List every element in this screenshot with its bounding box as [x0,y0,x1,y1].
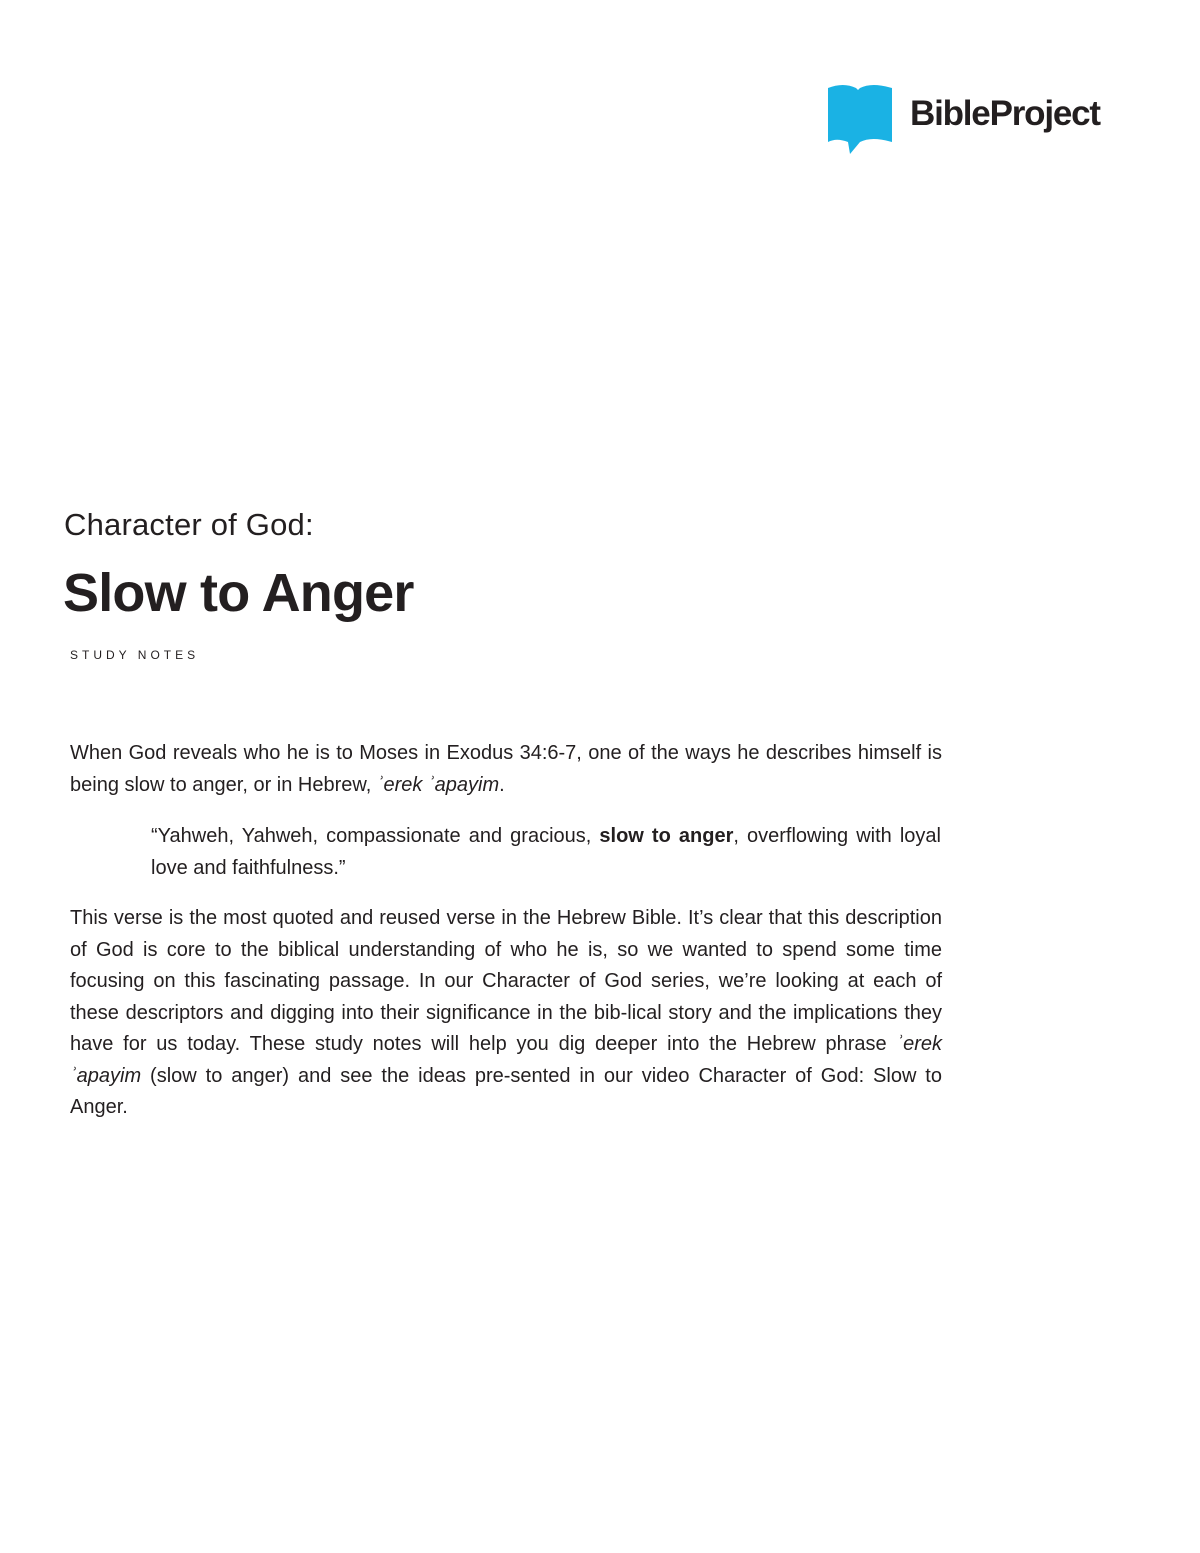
body-text-a: This verse is the most quoted and reused verse in the Hebrew Bible. It’s clear that this description of God is core to the biblical understanding of who he is, so we wanted to spend some time focusing on this fascinating passage. In our Character of God series, we’re looking at each of these descriptors and digging into their significance in the bib-lical story and the implications they have for us today. These study notes will help you dig deeper into the Hebrew phrase [70,907,942,1055]
intro-text-b: . [499,773,505,796]
body-text-b: (slow to anger) and see the ideas pre-sented in our video Character of God: Slow to Anger. [70,1064,942,1118]
intro-paragraph [70,738,942,801]
section-kicker: STUDY NOTES [70,648,200,662]
quote-text-a: “Yahweh, Yahweh, compassionate and gracious, [151,825,600,847]
quote-emphasis: slow to anger [599,825,734,847]
hebrew-term: ʾerek ʾapayim [70,1033,942,1087]
brand-name: BibleProject [910,94,1100,133]
hebrew-term: ʾerek ʾapayim [376,773,500,796]
bookmark-flag-icon [828,84,898,156]
page-title: Slow to Anger [63,563,414,623]
intro-text-a: When God reveals who he is to Moses in Exodus 34:6-7, one of the ways he describes himself is being slow to anger, or in Hebrew, [70,742,942,796]
body-paragraph [70,903,942,1124]
brand-logo [828,84,1100,156]
quote-text-b: , overflowing with loyal love and faithfulness.” [151,825,941,879]
scripture-quote [151,821,941,884]
series-title: Character of God: [64,507,314,542]
